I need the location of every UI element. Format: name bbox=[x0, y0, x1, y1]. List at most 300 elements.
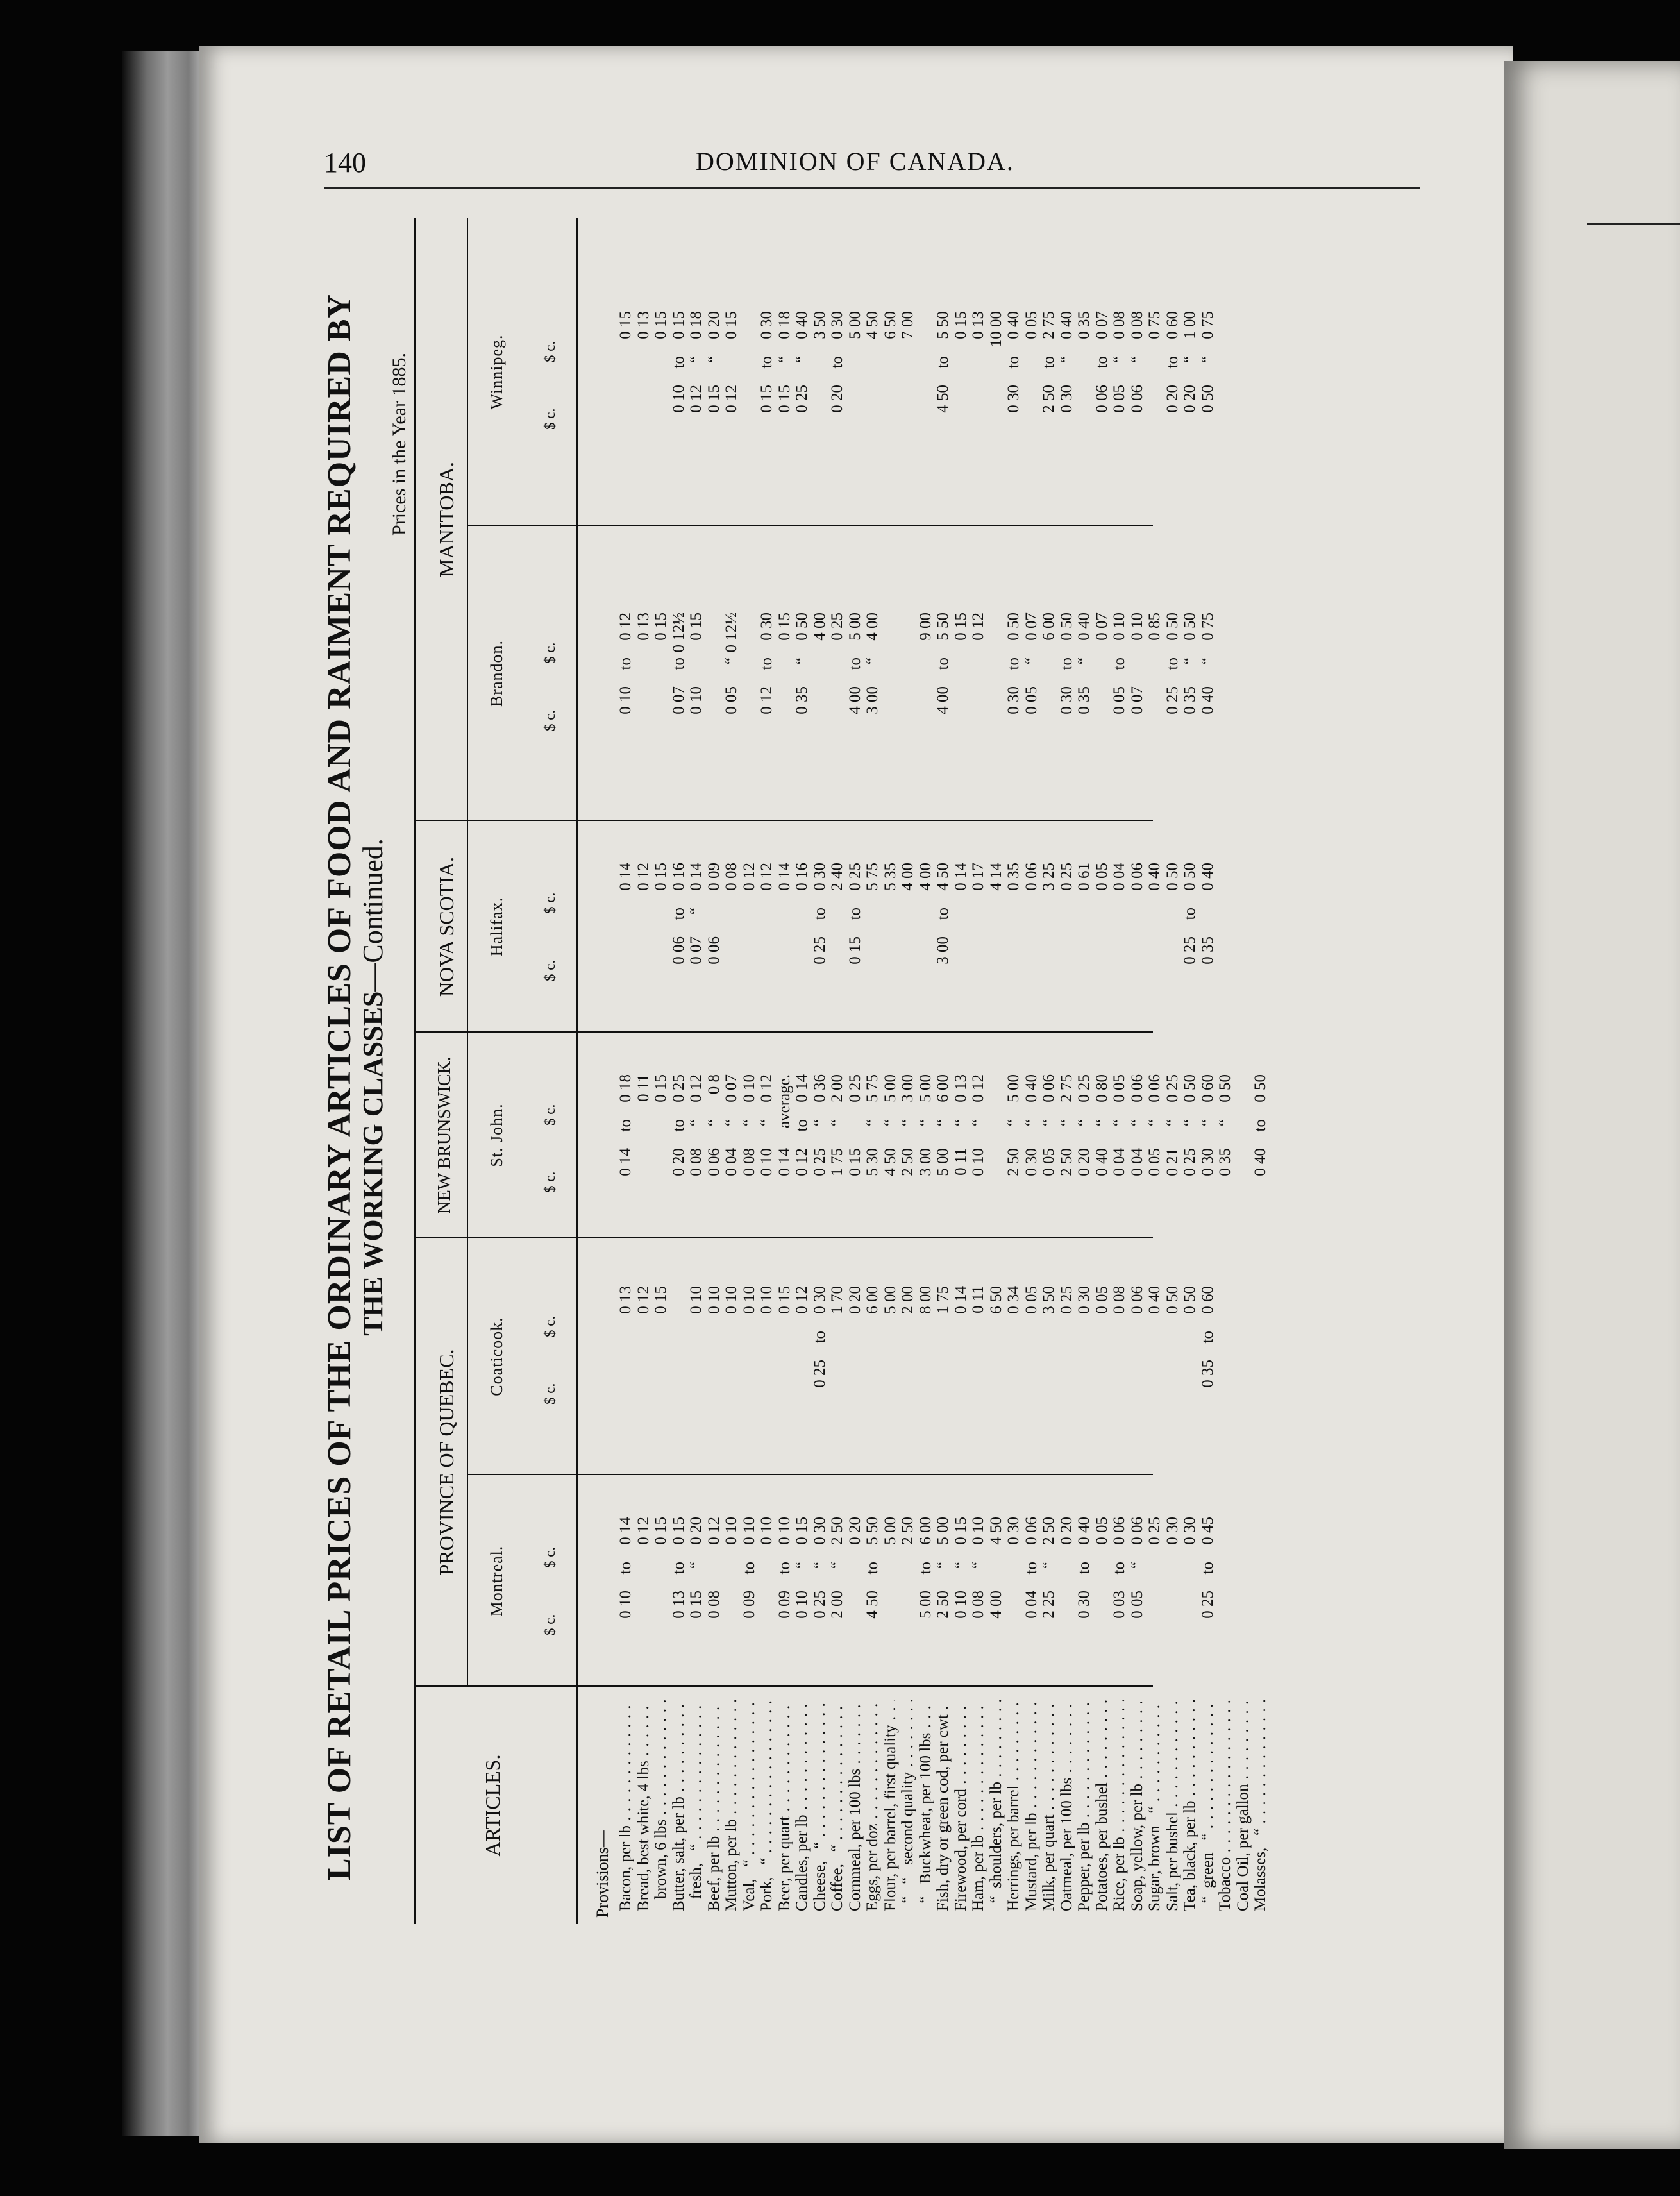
price-value: 5 50 bbox=[864, 1517, 881, 1545]
price-value: 0 30 bbox=[828, 311, 846, 339]
price-from: 0 08 bbox=[705, 1591, 723, 1619]
price-value: 0 40 bbox=[1005, 311, 1022, 339]
article-label: Tobacco . . . bbox=[1216, 1700, 1234, 1911]
price-from: 0 10 bbox=[687, 686, 705, 714]
price-value: 2 50 bbox=[899, 1517, 916, 1545]
price-from: 0 25 bbox=[811, 1148, 828, 1176]
price-value: 5 00 bbox=[881, 1517, 899, 1545]
price-value: 0 12 bbox=[634, 1286, 652, 1314]
price-from: 0 06 bbox=[1128, 385, 1146, 413]
price-connector: “ bbox=[1040, 1562, 1057, 1569]
price-value: 0 60 bbox=[1198, 1286, 1216, 1314]
price-connector: “ bbox=[1111, 356, 1128, 364]
price-connector: “ bbox=[1005, 1119, 1022, 1127]
price-connector: “ bbox=[1040, 1119, 1057, 1127]
price-connector: “ bbox=[687, 356, 705, 364]
price-value: 0 04 bbox=[1111, 863, 1128, 891]
price-value: 2 75 bbox=[1057, 1074, 1075, 1102]
price-value: 0 75 bbox=[1198, 311, 1216, 339]
price-value: 0 12½ bbox=[723, 612, 740, 653]
article-label: Oatmeal, per 100 lbs . . . bbox=[1058, 1700, 1075, 1911]
price-value: 0 30 bbox=[811, 863, 828, 891]
price-from: 0 10 bbox=[617, 1591, 634, 1619]
price-from: 0 10 bbox=[758, 1148, 775, 1176]
price-value: 0 10 bbox=[723, 1517, 740, 1545]
price-value: 0 05 bbox=[1093, 863, 1111, 891]
price-connector: “ bbox=[1057, 1119, 1075, 1127]
article-label: Flour, per barrel, first quality . . . bbox=[882, 1700, 899, 1911]
price-connector: “ bbox=[687, 908, 705, 915]
rotated-table bbox=[321, 199, 1411, 1975]
price-value: 4 00 bbox=[899, 863, 916, 891]
price-connector: to bbox=[669, 908, 687, 920]
table-title-suffix: —Continued. bbox=[357, 838, 389, 992]
price-connector: to bbox=[1181, 908, 1198, 920]
price-value: 0 13 bbox=[634, 612, 652, 641]
price-from: 2 00 bbox=[828, 1591, 846, 1619]
article-label: Ham, per lb . . . bbox=[970, 1700, 987, 1911]
price-value: 0 12 bbox=[758, 863, 775, 891]
price-from: 0 35 bbox=[1198, 936, 1216, 965]
price-connector: to bbox=[934, 908, 952, 920]
price-value: 10 00 bbox=[987, 311, 1005, 348]
price-from: 0 15 bbox=[846, 1148, 864, 1176]
price-from: 0 04 bbox=[1111, 1148, 1128, 1176]
price-value: 0 12 bbox=[617, 612, 634, 641]
price-from: 0 20 bbox=[1075, 1148, 1093, 1176]
price-value: 0 15 bbox=[775, 1286, 793, 1314]
price-value: 4 00 bbox=[811, 612, 828, 641]
price-value: 0 05 bbox=[1022, 1286, 1040, 1314]
price-value: 0 17 bbox=[970, 863, 987, 891]
price-value: 0 40 bbox=[1075, 612, 1093, 641]
price-value: 0 10 bbox=[1128, 612, 1146, 641]
price-value: 1 70 bbox=[828, 1286, 846, 1314]
price-connector: to bbox=[775, 1562, 793, 1575]
price-from: 4 00 bbox=[846, 686, 864, 714]
price-value: 0 05 bbox=[1111, 1074, 1128, 1102]
price-connector: “ bbox=[775, 356, 793, 364]
unit-label: $ c. bbox=[542, 1104, 558, 1126]
price-from: 0 05 bbox=[1040, 1148, 1057, 1176]
price-connector: “ bbox=[811, 1119, 828, 1127]
table-row bbox=[617, 218, 634, 1911]
price-connector: “ bbox=[881, 1119, 899, 1127]
price-connector: “ bbox=[1075, 657, 1093, 665]
article-label: Cheese, “ . . . bbox=[811, 1700, 828, 1911]
price-from: 0 25 bbox=[811, 936, 828, 965]
price-connector: “ bbox=[723, 1119, 740, 1127]
price-value: 4 50 bbox=[987, 1517, 1005, 1545]
price-value: 0 10 bbox=[1111, 612, 1128, 641]
price-from: 5 00 bbox=[934, 1148, 952, 1176]
table-row bbox=[917, 218, 934, 1911]
price-from: 4 50 bbox=[881, 1148, 899, 1176]
header-rule bbox=[324, 187, 1420, 189]
price-connector: “ bbox=[1198, 657, 1216, 665]
price-connector: to bbox=[1163, 356, 1181, 369]
price-value: 0 16 bbox=[793, 863, 811, 891]
price-from: 0 35 bbox=[1181, 686, 1198, 714]
unit-label: $ c. bbox=[542, 1546, 558, 1568]
price-connector: to bbox=[669, 1119, 687, 1132]
price-value: 0 13 bbox=[634, 311, 652, 339]
price-value: 0 20 bbox=[846, 1286, 864, 1314]
city-montreal: Montreal. bbox=[487, 1545, 506, 1617]
price-value: average. bbox=[775, 1074, 793, 1128]
price-connector: to bbox=[934, 657, 952, 670]
price-from: 0 08 bbox=[970, 1591, 987, 1619]
price-from: 0 12 bbox=[793, 1148, 811, 1176]
price-value: 0 05 bbox=[1093, 1286, 1111, 1314]
price-connector: “ bbox=[740, 1119, 758, 1127]
price-from: 0 25 bbox=[793, 385, 811, 413]
price-connector: to bbox=[793, 1119, 811, 1132]
price-value: 2 75 bbox=[1040, 311, 1057, 339]
price-value: 0 50 bbox=[1163, 1286, 1181, 1314]
price-from: 0 25 bbox=[1163, 686, 1181, 714]
price-value: 0 15 bbox=[652, 1286, 669, 1314]
article-label: Sugar, brown “ . . . bbox=[1146, 1700, 1163, 1911]
price-connector: “ bbox=[864, 657, 881, 665]
price-value: 0 75 bbox=[1198, 612, 1216, 641]
price-value: 0 06 bbox=[1022, 863, 1040, 891]
price-connector: to bbox=[846, 657, 864, 670]
price-value: 0 12 bbox=[758, 1074, 775, 1102]
price-value: 0 60 bbox=[1163, 311, 1181, 339]
price-connector: to bbox=[617, 657, 634, 670]
city-brandon: Brandon. bbox=[487, 639, 506, 707]
table-row bbox=[1164, 218, 1181, 1911]
price-value: 2 50 bbox=[1040, 1517, 1057, 1545]
price-connector: to bbox=[669, 1562, 687, 1575]
price-from: 0 04 bbox=[1022, 1591, 1040, 1619]
price-from: 0 05 bbox=[1022, 686, 1040, 714]
price-from: 0 15 bbox=[758, 385, 775, 413]
article-label: Veal, “ . . . bbox=[741, 1700, 758, 1911]
price-connector: “ bbox=[1111, 1119, 1128, 1127]
price-connector: “ bbox=[1128, 1119, 1146, 1127]
price-value: 0 40 bbox=[1022, 1074, 1040, 1102]
price-from: 0 08 bbox=[740, 1148, 758, 1176]
price-value: 0 20 bbox=[846, 1517, 864, 1545]
price-value: 0 06 bbox=[1128, 1074, 1146, 1102]
price-from: 3 00 bbox=[864, 686, 881, 714]
table-subtitle: Prices in the Year 1885. bbox=[389, 353, 410, 536]
price-connector: “ bbox=[970, 1562, 987, 1569]
table-row bbox=[758, 218, 775, 1911]
price-from: 0 06 bbox=[1093, 385, 1111, 413]
price-from: 0 06 bbox=[669, 936, 687, 965]
price-from: 2 50 bbox=[934, 1591, 952, 1619]
price-value: 0 06 bbox=[1128, 863, 1146, 891]
table-row bbox=[828, 218, 846, 1911]
unit-label: $ c. bbox=[542, 408, 558, 430]
price-value: 0 30 bbox=[811, 1517, 828, 1545]
price-value: 2 50 bbox=[828, 1517, 846, 1545]
price-from: 4 00 bbox=[987, 1591, 1005, 1619]
price-value: 0 60 bbox=[1198, 1074, 1216, 1102]
price-value: 0 30 bbox=[758, 612, 775, 641]
price-value: 0 06 bbox=[1022, 1517, 1040, 1545]
price-connector: to bbox=[1198, 1331, 1216, 1344]
price-value: 0 14 bbox=[775, 863, 793, 891]
price-value: 3 50 bbox=[811, 311, 828, 339]
price-value: 0 30 bbox=[1005, 1517, 1022, 1545]
price-value: 5 00 bbox=[934, 1517, 952, 1545]
price-from: 0 11 bbox=[952, 1148, 970, 1176]
price-value: 0 10 bbox=[758, 1517, 775, 1545]
article-label: Bacon, per lb . . . bbox=[617, 1700, 634, 1911]
table-row bbox=[882, 218, 899, 1911]
price-value: 0 13 bbox=[970, 311, 987, 339]
price-connector: “ bbox=[1022, 657, 1040, 665]
price-from: 0 04 bbox=[723, 1148, 740, 1176]
price-connector: “ bbox=[952, 1119, 970, 1127]
price-connector: to bbox=[758, 657, 775, 670]
table-row bbox=[1058, 218, 1075, 1911]
price-from: 0 15 bbox=[705, 385, 723, 413]
price-from: 0 05 bbox=[1111, 385, 1128, 413]
price-value: 0 10 bbox=[723, 1286, 740, 1314]
price-from: 4 50 bbox=[864, 1591, 881, 1619]
article-label: Pepper, per lb . . . bbox=[1075, 1700, 1093, 1911]
running-head bbox=[324, 146, 1222, 185]
price-value: 5 00 bbox=[846, 311, 864, 339]
price-connector: “ bbox=[916, 1119, 934, 1127]
price-from: 0 10 bbox=[617, 686, 634, 714]
table-row bbox=[723, 218, 740, 1911]
table-row bbox=[687, 218, 705, 1911]
price-value: 7 00 bbox=[899, 311, 916, 339]
price-value: 5 75 bbox=[864, 1074, 881, 1102]
unit-label: $ c. bbox=[542, 709, 558, 731]
price-from: 0 07 bbox=[1128, 686, 1146, 714]
table-row bbox=[987, 218, 1005, 1911]
price-value: 0 14 bbox=[687, 863, 705, 891]
article-label: Bread, best white, 4 lbs . . . bbox=[635, 1700, 652, 1911]
price-value: 6 00 bbox=[916, 1517, 934, 1545]
price-connector: “ bbox=[793, 356, 811, 364]
table-row bbox=[1181, 218, 1198, 1911]
price-connector: to bbox=[934, 356, 952, 369]
price-value: 0 8 bbox=[705, 1074, 723, 1095]
price-value: 0 08 bbox=[1111, 1286, 1128, 1314]
price-connector: to bbox=[1093, 356, 1111, 369]
unit-label: $ c. bbox=[542, 1383, 558, 1405]
price-value: 0 14 bbox=[952, 863, 970, 891]
price-value: 0 36 bbox=[811, 1074, 828, 1102]
price-value: 0 10 bbox=[758, 1286, 775, 1314]
price-value: 0 15 bbox=[652, 311, 669, 339]
price-value: 0 15 bbox=[652, 863, 669, 891]
price-connector: to bbox=[916, 1562, 934, 1575]
price-connector: “ bbox=[1075, 1119, 1093, 1127]
facing-page bbox=[1504, 61, 1680, 2149]
price-from: 0 12 bbox=[723, 385, 740, 413]
price-connector: to bbox=[1111, 1562, 1128, 1575]
price-value: 0 12 bbox=[970, 612, 987, 641]
price-from: 1 75 bbox=[828, 1148, 846, 1176]
price-value: 0 50 bbox=[1005, 612, 1022, 641]
price-value: 4 50 bbox=[864, 311, 881, 339]
price-from: 5 30 bbox=[864, 1148, 881, 1176]
price-value: 2 00 bbox=[899, 1286, 916, 1314]
unit-label: $ c. bbox=[542, 642, 558, 664]
price-value: 0 15 bbox=[952, 311, 970, 339]
table-row bbox=[811, 218, 828, 1911]
price-value: 0 50 bbox=[1252, 1074, 1269, 1102]
price-value: 0 40 bbox=[1146, 863, 1163, 891]
price-from: 0 50 bbox=[1198, 385, 1216, 413]
article-label: Mustard, per lb . . . bbox=[1023, 1700, 1040, 1911]
price-value: 0 15 bbox=[652, 1517, 669, 1545]
price-from: 0 30 bbox=[1075, 1591, 1093, 1619]
price-value: 0 15 bbox=[652, 1074, 669, 1102]
table-row bbox=[1234, 218, 1252, 1911]
table-row bbox=[1023, 218, 1040, 1911]
table-title-line1: LIST OF RETAIL PRICES OF THE ORDINARY ARTICLES OF FOOD AND RAIMENT REQUIRED BY bbox=[321, 294, 358, 1880]
price-value: 0 10 bbox=[740, 1074, 758, 1102]
group-manitoba: MANITOBA. bbox=[435, 462, 458, 577]
price-value: 0 07 bbox=[723, 1074, 740, 1102]
price-connector: to bbox=[828, 356, 846, 369]
price-value: 2 00 bbox=[828, 1074, 846, 1102]
price-value: 0 08 bbox=[723, 863, 740, 891]
price-value: 0 35 bbox=[1075, 311, 1093, 339]
table-row bbox=[1075, 218, 1093, 1911]
price-from: 0 13 bbox=[669, 1591, 687, 1619]
price-value: 0 12 bbox=[740, 863, 758, 891]
price-from: 0 05 bbox=[723, 686, 740, 714]
price-value: 0 07 bbox=[1093, 311, 1111, 339]
price-value: 4 14 bbox=[987, 863, 1005, 891]
price-value: 0 15 bbox=[669, 1517, 687, 1545]
price-from: 0 20 bbox=[1163, 385, 1181, 413]
price-value: 6 00 bbox=[1040, 612, 1057, 641]
city-coaticook: Coaticook. bbox=[487, 1317, 506, 1396]
price-from: 0 04 bbox=[1128, 1148, 1146, 1176]
price-value: 0 08 bbox=[1111, 311, 1128, 339]
price-value: 3 00 bbox=[899, 1074, 916, 1102]
price-value: 0 30 bbox=[811, 1286, 828, 1314]
price-value: 0 25 bbox=[669, 1074, 687, 1102]
price-from: 0 07 bbox=[669, 686, 687, 714]
price-from: 0 35 bbox=[1216, 1148, 1234, 1176]
table-row bbox=[776, 218, 793, 1911]
table-title-line2-main: THE WORKING CLASSES bbox=[357, 991, 389, 1336]
group-quebec: PROVINCE OF QUEBEC. bbox=[435, 1349, 458, 1576]
price-value: 0 12½ bbox=[669, 612, 687, 653]
price-from: 0 20 bbox=[828, 385, 846, 413]
price-connector: “ bbox=[687, 1562, 705, 1569]
price-connector: “ bbox=[899, 1119, 916, 1127]
price-connector: to bbox=[758, 356, 775, 369]
price-value: 0 06 bbox=[1146, 1074, 1163, 1102]
price-value: 0 10 bbox=[687, 1286, 705, 1314]
table-row bbox=[899, 218, 916, 1911]
price-value: 0 61 bbox=[1075, 863, 1093, 891]
running-title: DOMINION OF CANADA. bbox=[696, 147, 1014, 176]
article-label: Soap, yellow, per lb . . . bbox=[1129, 1700, 1146, 1911]
price-value: 0 50 bbox=[1163, 612, 1181, 641]
price-connector: “ bbox=[1057, 356, 1075, 364]
price-value: 0 06 bbox=[1040, 1074, 1057, 1102]
price-from: 0 10 bbox=[952, 1591, 970, 1619]
price-connector: “ bbox=[1163, 1119, 1181, 1127]
price-connector: to bbox=[669, 657, 687, 670]
price-value: 0 15 bbox=[952, 612, 970, 641]
article-label: “ shoulders, per lb . . . bbox=[987, 1700, 1005, 1911]
price-connector: “ bbox=[1022, 1119, 1040, 1127]
price-from: 3 00 bbox=[934, 936, 952, 965]
price-value: 0 12 bbox=[687, 1074, 705, 1102]
price-value: 6 00 bbox=[934, 1074, 952, 1102]
price-connector: “ bbox=[723, 657, 740, 665]
price-from: 0 25 bbox=[811, 1360, 828, 1388]
table-row bbox=[1252, 218, 1269, 1911]
price-value: 0 18 bbox=[775, 311, 793, 339]
unit-label: $ c. bbox=[542, 1171, 558, 1193]
price-from: 0 03 bbox=[1111, 1591, 1128, 1619]
price-value: 0 50 bbox=[1181, 863, 1198, 891]
group-rule bbox=[467, 218, 468, 1687]
price-from: 0 06 bbox=[705, 936, 723, 965]
price-value: 0 11 bbox=[970, 1286, 987, 1313]
price-value: 3 25 bbox=[1040, 863, 1057, 891]
price-value: 5 00 bbox=[1005, 1074, 1022, 1102]
price-from: 0 35 bbox=[793, 686, 811, 714]
price-value: 0 13 bbox=[952, 1074, 970, 1102]
group-new-brunswick: NEW BRUNSWICK. bbox=[435, 1056, 455, 1214]
price-value: 0 18 bbox=[687, 311, 705, 339]
price-value: 6 00 bbox=[864, 1286, 881, 1314]
article-label: Butter, salt, per lb . . . bbox=[670, 1700, 687, 1911]
article-label: Coal Oil, per gallon . . . bbox=[1234, 1700, 1252, 1911]
price-value: 0 25 bbox=[1146, 1517, 1163, 1545]
price-value: 0 30 bbox=[1075, 1286, 1093, 1314]
price-from: 0 15 bbox=[687, 1591, 705, 1619]
article-label: “ Buckwheat, per 100 lbs . . . bbox=[917, 1700, 934, 1911]
unit-label: $ c. bbox=[542, 341, 558, 362]
price-value: 0 07 bbox=[1022, 612, 1040, 641]
price-value: 2 40 bbox=[828, 863, 846, 891]
table-head-rule bbox=[576, 218, 578, 1924]
price-value: 0 20 bbox=[705, 311, 723, 339]
table-row bbox=[846, 218, 864, 1911]
article-label: Cornmeal, per 100 lbs . . . bbox=[846, 1700, 864, 1911]
price-from: 0 09 bbox=[775, 1591, 793, 1619]
price-value: 0 14 bbox=[617, 1517, 634, 1545]
unit-label: $ c. bbox=[542, 1614, 558, 1635]
price-value: 0 12 bbox=[634, 1517, 652, 1545]
price-value: 0 25 bbox=[846, 1074, 864, 1102]
price-connector: to bbox=[1075, 1562, 1093, 1575]
price-connector: “ bbox=[687, 1119, 705, 1127]
price-from: 0 30 bbox=[1022, 1148, 1040, 1176]
page-number: 140 bbox=[324, 147, 366, 178]
article-label: Fish, dry or green cod, per cwt . . . bbox=[934, 1700, 952, 1911]
price-from: 2 25 bbox=[1040, 1591, 1057, 1619]
price-value: 6 50 bbox=[881, 311, 899, 339]
price-from: 2 50 bbox=[1005, 1148, 1022, 1176]
price-from: 0 40 bbox=[1252, 1148, 1269, 1176]
price-connector: “ bbox=[1181, 1119, 1198, 1127]
price-connector: “ bbox=[811, 1562, 828, 1569]
table-row bbox=[705, 218, 723, 1911]
table-row bbox=[670, 218, 687, 1911]
table-row bbox=[635, 218, 652, 1911]
